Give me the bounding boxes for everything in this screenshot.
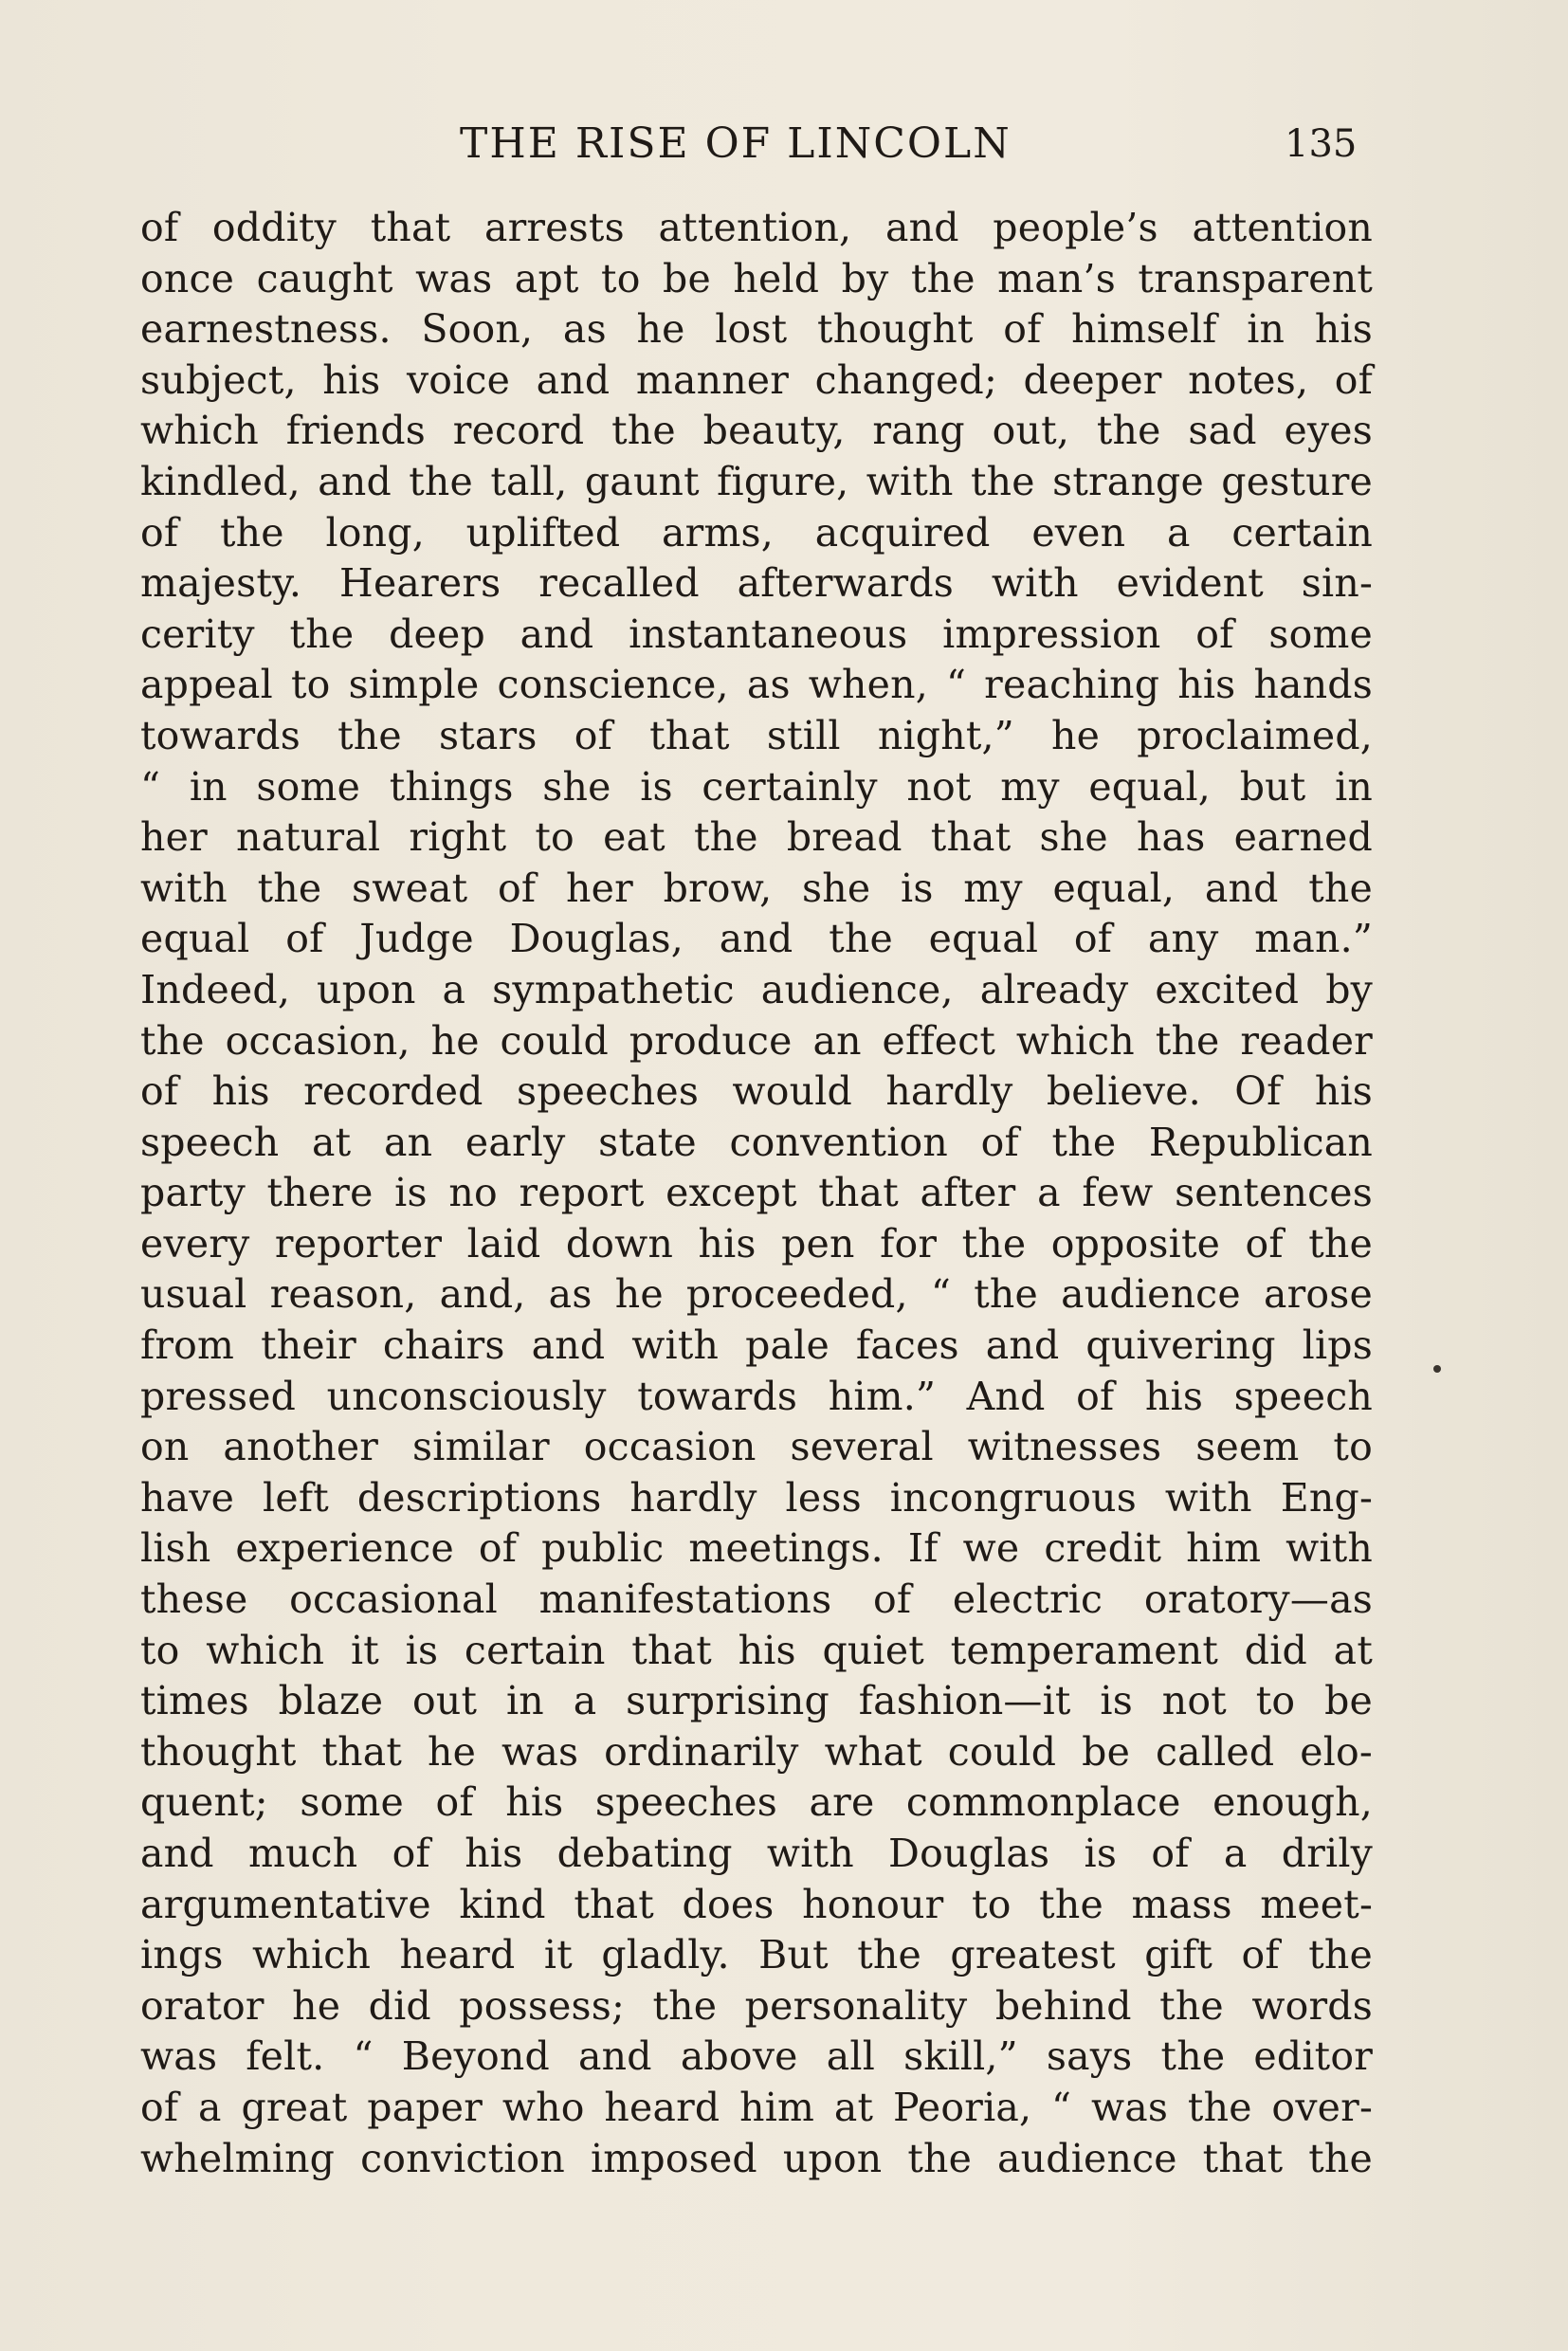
text-line: pressed unconsciously towards him.” And of his speech [140, 1373, 1373, 1419]
text-line: earnestness. Soon, as he lost thought of himself in his [140, 306, 1373, 353]
text-line: and much of his debating with Douglas is of a drily [140, 1831, 1373, 1876]
text-line: from their chairs and with pale faces and quivering lips [140, 1322, 1373, 1369]
text-line: appeal to simple conscience, as when, “ reaching his hands [140, 662, 1373, 708]
text-line: party there is no report except that after a few sentences [140, 1170, 1373, 1216]
text-line: speech at an early state convention of the Republican [140, 1119, 1373, 1165]
text-line: thought that he was ordinarily what could be called elo- [140, 1728, 1373, 1775]
text-line: equal of Judge Douglas, and the equal of any man.” [140, 916, 1373, 962]
text-line: these occasional manifestations of electric oratory—as [140, 1576, 1373, 1623]
body-text [140, 203, 1373, 2184]
running-title: THE RISE OF LINCOLN [460, 119, 1012, 168]
running-head [0, 116, 1568, 173]
text-line: kindled, and the tall, gaunt figure, with the strange gesture [140, 458, 1373, 504]
text-line: argumentative kind that does honour to the mass meet- [140, 1881, 1373, 1927]
text-line: every reporter laid down his pen for the opposite of the [140, 1220, 1373, 1267]
text-line: Indeed, upon a sympathetic audience, already excited by [140, 966, 1373, 1012]
text-line: whelming conviction imposed upon the audience that the [140, 2135, 1373, 2181]
text-line: towards the stars of that still night,” he proclaimed, [140, 712, 1373, 758]
text-line: was felt. “ Beyond and above all skill,” says the editor [140, 2033, 1373, 2080]
text-line: “ in some things she is certainly not my equal, but in [140, 763, 1373, 810]
text-line: cerity the deep and instantaneous impression of some [140, 611, 1373, 657]
text-line: once caught was apt to be held by the man’s transparent [140, 255, 1373, 301]
text-line: the occasion, he could produce an effect which the reader [140, 1017, 1373, 1064]
text-line: majesty. Hearers recalled afterwards with evident sin- [140, 560, 1373, 607]
text-line: quent; some of his speeches are commonplace enough, [140, 1779, 1373, 1826]
ink-speck [1433, 1365, 1441, 1373]
text-line: to which it is certain that his quiet temperament did at [140, 1627, 1373, 1673]
text-line: subject, his voice and manner changed; deeper notes, of [140, 356, 1373, 403]
text-line: orator he did possess; the personality behind the words [140, 1982, 1373, 2029]
text-line: her natural right to eat the bread that she has earned [140, 814, 1373, 861]
text-line: which friends record the beauty, rang out, the sad eyes [140, 408, 1373, 454]
text-line: of a great paper who heard him at Peoria, “ was the over- [140, 2084, 1373, 2130]
text-line: ings which heard it gladly. But the greatest gift of the [140, 1932, 1373, 1978]
text-line: of oddity that arrests attention, and people’s attention [140, 205, 1373, 250]
text-line: on another similar occasion several witnesses seem to [140, 1424, 1373, 1470]
text-line: of his recorded speeches would hardly believe. Of his [140, 1068, 1373, 1115]
text-line: have left descriptions hardly less incongruous with Eng- [140, 1474, 1373, 1521]
text-line: of the long, uplifted arms, acquired even a certain [140, 509, 1373, 556]
text-line: times blaze out in a surprising fashion—it is not to be [140, 1678, 1373, 1724]
text-line: usual reason, and, as he proceeded, “ the audience arose [140, 1271, 1373, 1318]
text-line: with the sweat of her brow, she is my equal, and the [140, 865, 1373, 911]
page-number: 135 [1285, 122, 1358, 166]
text-line: lish experience of public meetings. If we credit him with [140, 1525, 1373, 1572]
